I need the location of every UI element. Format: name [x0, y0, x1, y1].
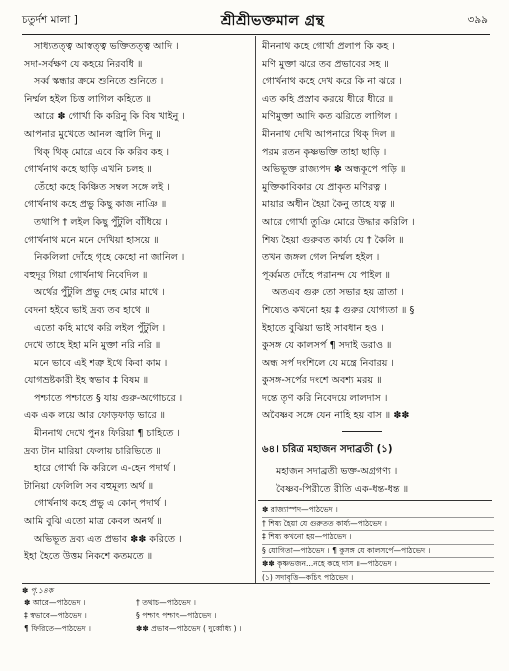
- section-separator: [342, 431, 382, 432]
- footnote-item: § পশ্চাৎ পশ্চাৎ—পাঠভেদ ।: [136, 610, 217, 620]
- verse-line: মীননাথ দেখি আপনারে থিক্ দিল ॥: [262, 128, 396, 140]
- verse-line: গোর্খনাথ কহে প্রভু এ কোন্ পদার্থ ।: [34, 498, 167, 510]
- verse-line: অতএব গুরু তো সভার হয় ত্রাতা ।: [272, 287, 404, 299]
- verse-line: মুক্তিকাবিকার যে প্রাকৃত মণিরত্ন ।: [262, 181, 387, 193]
- verse-line: সাধ্যতত্ত্ব আস্বত্ত্ব ভক্তিতত্ত্ব আদি ।: [34, 41, 179, 52]
- verse-line: অবৈষ্ণব সঙ্গে যেন নাহি হয় বাস ॥ ✽✽: [262, 410, 410, 422]
- verse-line: পশ্চাতে পশ্চাতে § যায় গুরু-অগোচরে ।: [34, 392, 183, 404]
- verse-line: মণি মুক্তা ঝরে তব প্রভাবের সহ ॥: [262, 58, 389, 70]
- verse-line: দেখে তাহে ইহা মনি মুক্তা নরি নরি ॥: [24, 340, 161, 352]
- verse-line: শিষ্যেও কখনো হয় ‡ গুরুর যোগ্যতা ॥ §: [262, 304, 415, 316]
- footnote-item: (১) সদাবৃত্তি—কচিৎ পাঠভেদ ।: [262, 572, 354, 582]
- verse-line: তথাপি † লইল কিছু পুঁটুলি বাঁধিয়ে ।: [34, 216, 168, 228]
- footnotes-right: [262, 504, 494, 585]
- footnote-item: ✽✽ কৃষ্ণভজন...নহে কহে দাস ॥—পাঠভেদ ।: [262, 558, 494, 572]
- verse-line: ইহাতে বুঝিয়া ভাই সাবধান হও ।: [262, 322, 384, 334]
- footnote-item: ¶ ফিরিতে—পাঠভেদ ।: [24, 623, 91, 633]
- verse-line: মীননাথ দেখে পুনঃ ফিরিয়া ¶ চাহিতে ।: [34, 428, 180, 440]
- footnote-item: ✽✽ প্রভাব—পাঠভেদ ( দুর্ব্বোধ্য ) ।: [136, 623, 242, 633]
- verse-line: থিক্ থিক্ মোরে এবে কি করিব কহ ।: [34, 146, 170, 158]
- section-verses: [276, 463, 496, 498]
- verse-line: পরম রতন কৃষ্ণভক্তি তাহা ছাড়ি ।: [262, 146, 387, 158]
- verse-line: ইহা হৈতে উত্তম নিকশে কতমতে ॥: [24, 551, 153, 563]
- verse-line: নিকলিলা দোঁহে গৃহে কেহো না জানিল ।: [34, 252, 185, 264]
- verse-line: গোর্খনাথ কহে দেখ করে কি না ঝরে ।: [262, 76, 402, 88]
- header-rule: [22, 34, 490, 35]
- verse-line: দ্রব্য টান মারিয়া ফেলায় চারিভিতে ॥: [24, 445, 161, 457]
- verse-line: অভিভূক্ত রাজ্যপদ ✽ অন্ধকূপে পড়ি ॥: [262, 164, 406, 176]
- page-header: [22, 10, 488, 32]
- verse-line: নির্ম্মল হইল চিত্ত লাগিল কহিতে ॥: [24, 93, 152, 105]
- column-divider: [255, 36, 256, 583]
- verse-line: আরে ✽ গোর্খা কি করিনু কি বিষ খাইনু ।: [34, 111, 185, 123]
- verse-line: তখন জঙ্গল গেল নির্ম্মল হইল ।: [262, 252, 380, 264]
- verse-line: গোর্খনাথ কহে প্রভু কিছু কাজ নাঞি ॥: [24, 199, 167, 211]
- verse-line: বহুদূর গিয়া গোর্খনাথ নিবেদিল ॥: [24, 269, 148, 281]
- section-heading: ৬৪। চরিত্র মহাজন সদাব্রতী (১): [262, 444, 393, 455]
- verse-line: অর্থের পুঁটুলি প্রভু দেহ মোর মাথে ।: [34, 287, 165, 299]
- verse-line: গোর্খনাথ কহে ছাড়ি এখনি চলহ ॥: [24, 164, 152, 176]
- verse-line: বেদনা হইবে ভাই দ্রব্য তব হাথে ॥: [24, 304, 150, 316]
- footnote-item: ✽ রাজ্যাস্পদ—পাঠভেদ ।: [262, 504, 494, 518]
- right-column: [262, 38, 494, 425]
- left-column: [24, 38, 250, 566]
- verse-line: মহাজন সদাব্রতী ভক্ত-অগ্রগণ্য ।: [276, 466, 398, 477]
- verse-line: আমি বুঝি এতো মাত্র কেবল অনর্থ ॥: [24, 516, 162, 528]
- verse-line: দন্তে তৃণ করি নিবেদয়ে লালদাস ।: [262, 392, 388, 404]
- page-number: ৩৯৯: [467, 13, 488, 26]
- verse-line: মীননাথ কহে গোর্খা প্রলাপ কি কহ ।: [262, 41, 395, 52]
- verse-line: এক এক লয়ে আর ফোড়ফাড় ভারে ॥: [24, 410, 166, 422]
- footnote-item: † শিষ্য হৈয়া যে গুরুতত কার্য্য—পাঠভেদ ।: [262, 518, 494, 532]
- footnote-item: ✽ আরে—পাঠভেদ ।: [24, 598, 86, 607]
- verse-line: টানিয়া ফেলিলি সব বহুমূল্য অর্থ ॥: [24, 480, 154, 492]
- footnote-item: † তথাচ—পাঠভেদ ।: [136, 598, 196, 607]
- verse-line: কুসঙ্গ যে কালসর্প ¶ সদাই ডরাও ॥: [262, 340, 392, 352]
- verse-line: সর্ব্ব স্কন্ধার ক্রমে শুনিতে শুনিতে ।: [34, 76, 164, 88]
- verse-line: তেঁহো কহে কিঞ্চিত সম্বল সঙ্গে লই ।: [34, 181, 170, 193]
- footnote-rule-bottom: [22, 583, 490, 584]
- footnote-item: ‡ স্বভাবে—পাঠভেদ ।: [24, 610, 87, 620]
- verse-line: এত কহি প্রস্রাব করয়ে ধীরে ধীরে ॥: [262, 93, 394, 105]
- verse-line: মায়ার অধীন হৈয়া কৈনু তাহে যত্ন ॥: [262, 199, 395, 211]
- verse-line: আপনার মুখেতে আনল জ্বালি দিনু ॥: [24, 128, 161, 140]
- verse-line: হারে গোর্খা কি করিলে এ-হেন পদার্থ ।: [34, 463, 176, 475]
- verse-line: মণিমুক্তা আদি কত ঝরিতে লাগিল ।: [262, 111, 398, 123]
- verse-line: এতো কহি মাথে করি লইল পুঁটুলি ।: [34, 322, 166, 334]
- verse-line: মনে ভাবে এই শত্রু ইথে কিবা কাম ।: [34, 357, 168, 369]
- footnote-mark: ✽ পৃ.১৪ক: [22, 586, 54, 595]
- footnote-item: § যোগিতা—পাঠভেদ । ¶ কুসঙ্গ যে কালসর্পে—পাঠভেদ ।: [262, 545, 494, 559]
- verse-line: গোর্খনাথ মনে মনে দেখিয়া হাসয়ে ॥: [24, 234, 159, 246]
- book-title: শ্রীশ্রীভক্তমাল গ্রন্থ: [220, 13, 325, 29]
- verse-line: বৈষ্ণব-পিরীতে রীতি এক-ধন্ত-ধন্ত ॥: [276, 483, 409, 495]
- verse-line: সদা-সর্বক্ষণ যে কহয়ে নিরবধি ॥: [24, 58, 143, 70]
- verse-line: আরে গোর্খা তুঞি মোরে উদ্ধার করিলি ।: [262, 216, 415, 228]
- verse-line: অন্ধ সর্প দংশিলে যে মন্ত্রে নিবারয় ।: [262, 357, 394, 369]
- verse-line: পূর্ব্বমত দোঁহে পরানন্দ যে পাইল ॥: [262, 269, 391, 281]
- verse-line: অভিভূত দ্রব্য এত প্রভাব ✽✽ করিতে ।: [34, 533, 182, 545]
- verse-line: শিষ্য হৈয়া গুরুবত কার্য্য যে † কৈলি ॥: [262, 234, 404, 246]
- footnotes-left: [24, 597, 256, 635]
- footnote-item: ‡ শিষ্য কখনো হয়—পাঠভেদ ।: [262, 531, 494, 545]
- verse-line: কুসঙ্গ-সর্পের দংশে অবশ্য মরয় ॥: [262, 375, 382, 387]
- verse-line: যোগভ্রষ্টকারী ইহ স্বভাব ‡ বিষম ॥: [24, 375, 149, 387]
- chapter-label: চতুর্দশ মালা ]: [22, 13, 78, 26]
- footnote-rule-right: [258, 500, 492, 501]
